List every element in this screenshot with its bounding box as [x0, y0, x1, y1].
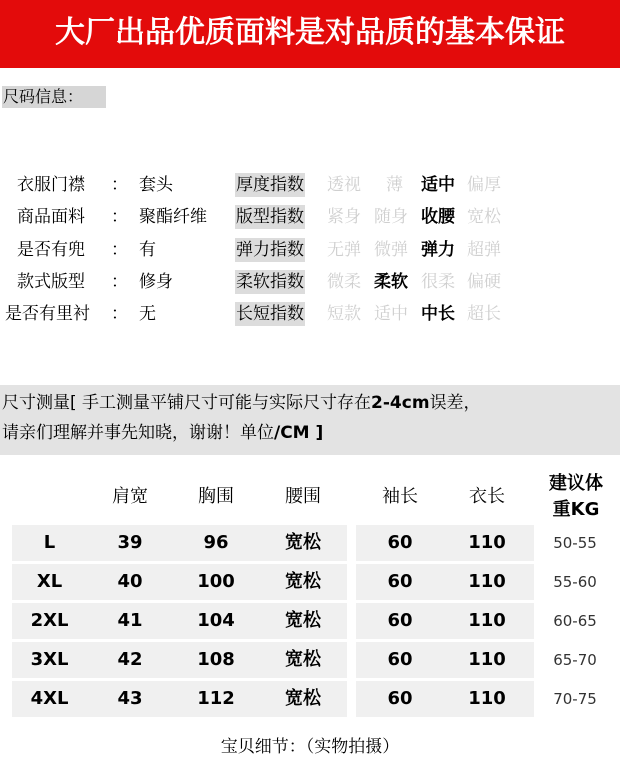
cell-sleeve: 60 — [387, 532, 413, 553]
cell-length: 110 — [468, 532, 506, 553]
banner-title: 大厂出品优质面料是对品质的基本保证 — [55, 15, 565, 50]
index-label-thickness: 厚度指数 — [236, 175, 304, 195]
cell-chest: 100 — [197, 571, 235, 592]
index-option: 很柔 — [421, 272, 455, 292]
cell-size: 4XL — [30, 688, 69, 709]
cell-length: 110 — [468, 571, 506, 592]
cell-sleeve: 60 — [387, 571, 413, 592]
cell-waist: 宽松 — [285, 649, 321, 670]
measure-line1-prefix: 尺寸测量[ 手工测量平铺尺寸可能与实际尺寸存在 — [2, 393, 372, 413]
cell-size: XL — [36, 571, 63, 592]
cell-shoulder: 41 — [117, 610, 143, 631]
cell-size: L — [43, 532, 56, 553]
attr-label-placket: 衣服门襟 — [17, 175, 85, 195]
header-shoulder: 肩宽 — [112, 486, 148, 507]
size-info-title: 尺码信息： — [2, 86, 106, 108]
index-option: 无弹 — [327, 240, 361, 260]
cell-waist: 宽松 — [285, 688, 321, 709]
cell-shoulder: 40 — [117, 571, 143, 592]
index-option-selected: 收腰 — [421, 207, 455, 227]
index-label-softness: 柔软指数 — [236, 272, 304, 292]
attr-colon: ： — [111, 304, 128, 324]
attr-value-fit: 修身 — [139, 272, 173, 292]
cell-length: 110 — [468, 610, 506, 631]
cell-shoulder: 42 — [117, 649, 143, 670]
attr-value-placket: 套头 — [139, 175, 173, 195]
index-option: 微柔 — [327, 272, 361, 292]
index-option: 紧身 — [327, 207, 361, 227]
index-option: 宽松 — [467, 207, 501, 227]
cell-weight: 50-55 — [553, 534, 597, 552]
cell-size: 3XL — [30, 649, 69, 670]
index-option-selected: 适中 — [421, 175, 455, 195]
measure-line1-bold: 2-4cm — [371, 393, 430, 413]
cell-chest: 112 — [197, 688, 235, 709]
header-waist: 腰围 — [285, 486, 321, 507]
attr-colon: ： — [111, 240, 128, 260]
cell-shoulder: 39 — [117, 532, 143, 553]
measurement-note — [2, 388, 614, 448]
index-option-selected: 中长 — [421, 304, 455, 324]
cell-chest: 96 — [203, 532, 229, 553]
cell-length: 110 — [468, 649, 506, 670]
index-option-selected: 柔软 — [374, 272, 408, 292]
cell-size: 2XL — [30, 610, 69, 631]
index-option: 偏硬 — [467, 272, 501, 292]
measure-line2-bold: /CM ] — [274, 423, 324, 443]
index-option: 短款 — [327, 304, 361, 324]
attr-label-fabric: 商品面料 — [17, 207, 85, 227]
index-label-elasticity: 弹力指数 — [236, 240, 304, 260]
index-option-selected: 弹力 — [421, 240, 455, 260]
header-length: 衣长 — [469, 486, 505, 507]
cell-weight: 65-70 — [553, 651, 597, 669]
attr-colon: ： — [111, 207, 128, 227]
index-option: 微弹 — [374, 240, 408, 260]
header-chest: 胸围 — [198, 486, 234, 507]
index-option: 适中 — [374, 304, 408, 324]
attr-value-pocket: 有 — [139, 240, 156, 260]
attr-colon: ： — [111, 175, 128, 195]
attr-label-lining: 是否有里衬 — [5, 304, 90, 324]
attr-colon: ： — [111, 272, 128, 292]
measure-line2-prefix: 请亲们理解并事先知晓，谢谢！单位 — [2, 423, 274, 443]
header-weight-line1: 建议体 — [549, 473, 603, 494]
cell-length: 110 — [468, 688, 506, 709]
index-option: 超弹 — [467, 240, 501, 260]
index-label-fit: 版型指数 — [236, 207, 304, 227]
index-label-length: 长短指数 — [236, 304, 304, 324]
details-caption: 宝贝细节：（实物拍摄） — [220, 737, 400, 757]
header-sleeve: 袖长 — [382, 486, 418, 507]
cell-waist: 宽松 — [285, 610, 321, 631]
attr-label-fit: 款式版型 — [17, 272, 85, 292]
cell-sleeve: 60 — [387, 649, 413, 670]
header-weight-line2: 重KG — [552, 499, 600, 520]
cell-shoulder: 43 — [117, 688, 143, 709]
cell-weight: 70-75 — [553, 690, 597, 708]
cell-chest: 108 — [197, 649, 235, 670]
cell-sleeve: 60 — [387, 688, 413, 709]
index-option: 随身 — [374, 207, 408, 227]
cell-weight: 60-65 — [553, 612, 597, 630]
index-option: 超长 — [467, 304, 501, 324]
index-option: 透视 — [327, 175, 361, 195]
index-option: 偏厚 — [467, 175, 501, 195]
cell-sleeve: 60 — [387, 610, 413, 631]
attr-label-pocket: 是否有兜 — [17, 240, 85, 260]
index-option: 薄 — [386, 175, 403, 195]
cell-chest: 104 — [197, 610, 235, 631]
measure-line1-suffix: 误差， — [429, 393, 481, 413]
cell-waist: 宽松 — [285, 532, 321, 553]
cell-weight: 55-60 — [553, 573, 597, 591]
attr-value-fabric: 聚酯纤维 — [139, 207, 207, 227]
cell-waist: 宽松 — [285, 571, 321, 592]
attr-value-lining: 无 — [139, 304, 156, 324]
